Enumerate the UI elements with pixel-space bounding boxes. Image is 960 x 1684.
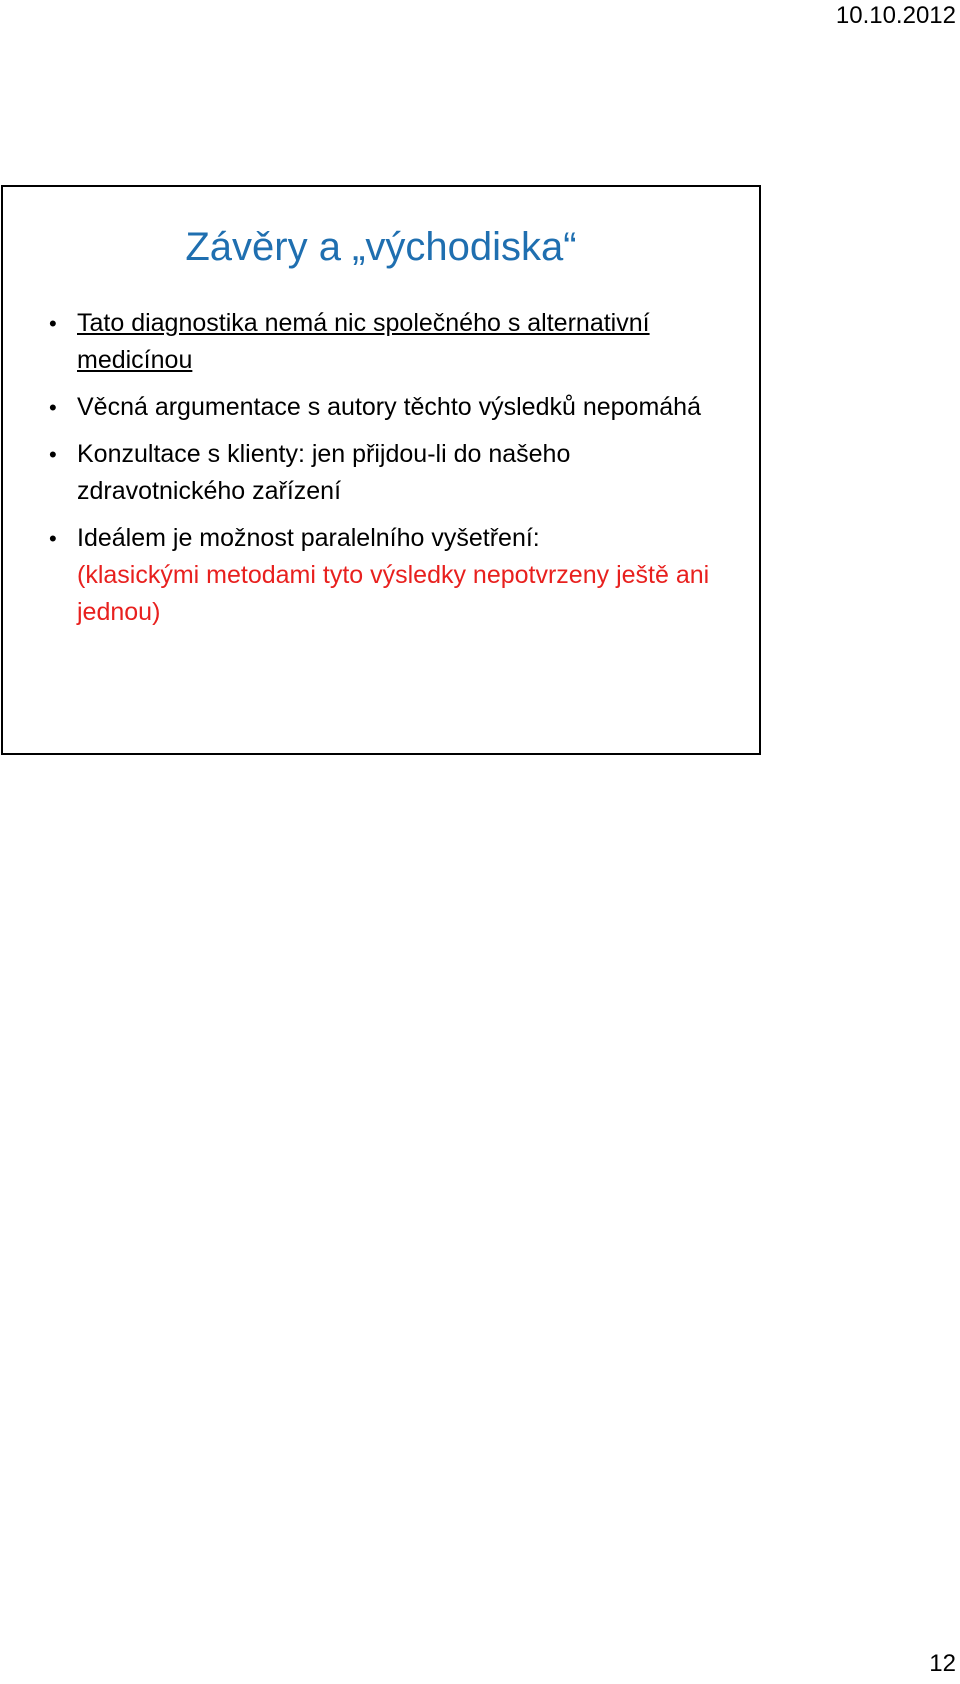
bullet-text: Věcná argumentace s autory těchto výsledků nepomáhá — [77, 393, 701, 421]
slide-title: Závěry a „východiska“ — [185, 225, 577, 269]
bullet-icon: • — [49, 442, 57, 467]
bullet-icon: • — [49, 526, 57, 551]
bullet-text: Konzultace s klienty: jen přijdou-li do našeho zdravotnického zařízení — [77, 440, 571, 505]
page-number: 12 — [929, 1650, 956, 1677]
bullet-icon: • — [49, 311, 57, 336]
page-date: 10.10.2012 — [835, 2, 956, 29]
bullet-link-text[interactable]: Tato diagnostika nemá nic společného s alternativní medicínou — [77, 309, 650, 374]
bullet-highlight-text: (klasickými metodami tyto výsledky nepotvrzeny ještě ani jednou) — [77, 561, 710, 626]
slide-frame — [1, 185, 761, 755]
bullet-icon: • — [49, 395, 57, 420]
bullet-list — [45, 305, 725, 641]
bullet-item — [45, 389, 725, 426]
bullet-item — [45, 305, 725, 379]
bullet-item — [45, 520, 725, 631]
bullet-item — [45, 436, 725, 510]
bullet-text: Ideálem je možnost paralelního vyšetření: — [77, 524, 540, 552]
